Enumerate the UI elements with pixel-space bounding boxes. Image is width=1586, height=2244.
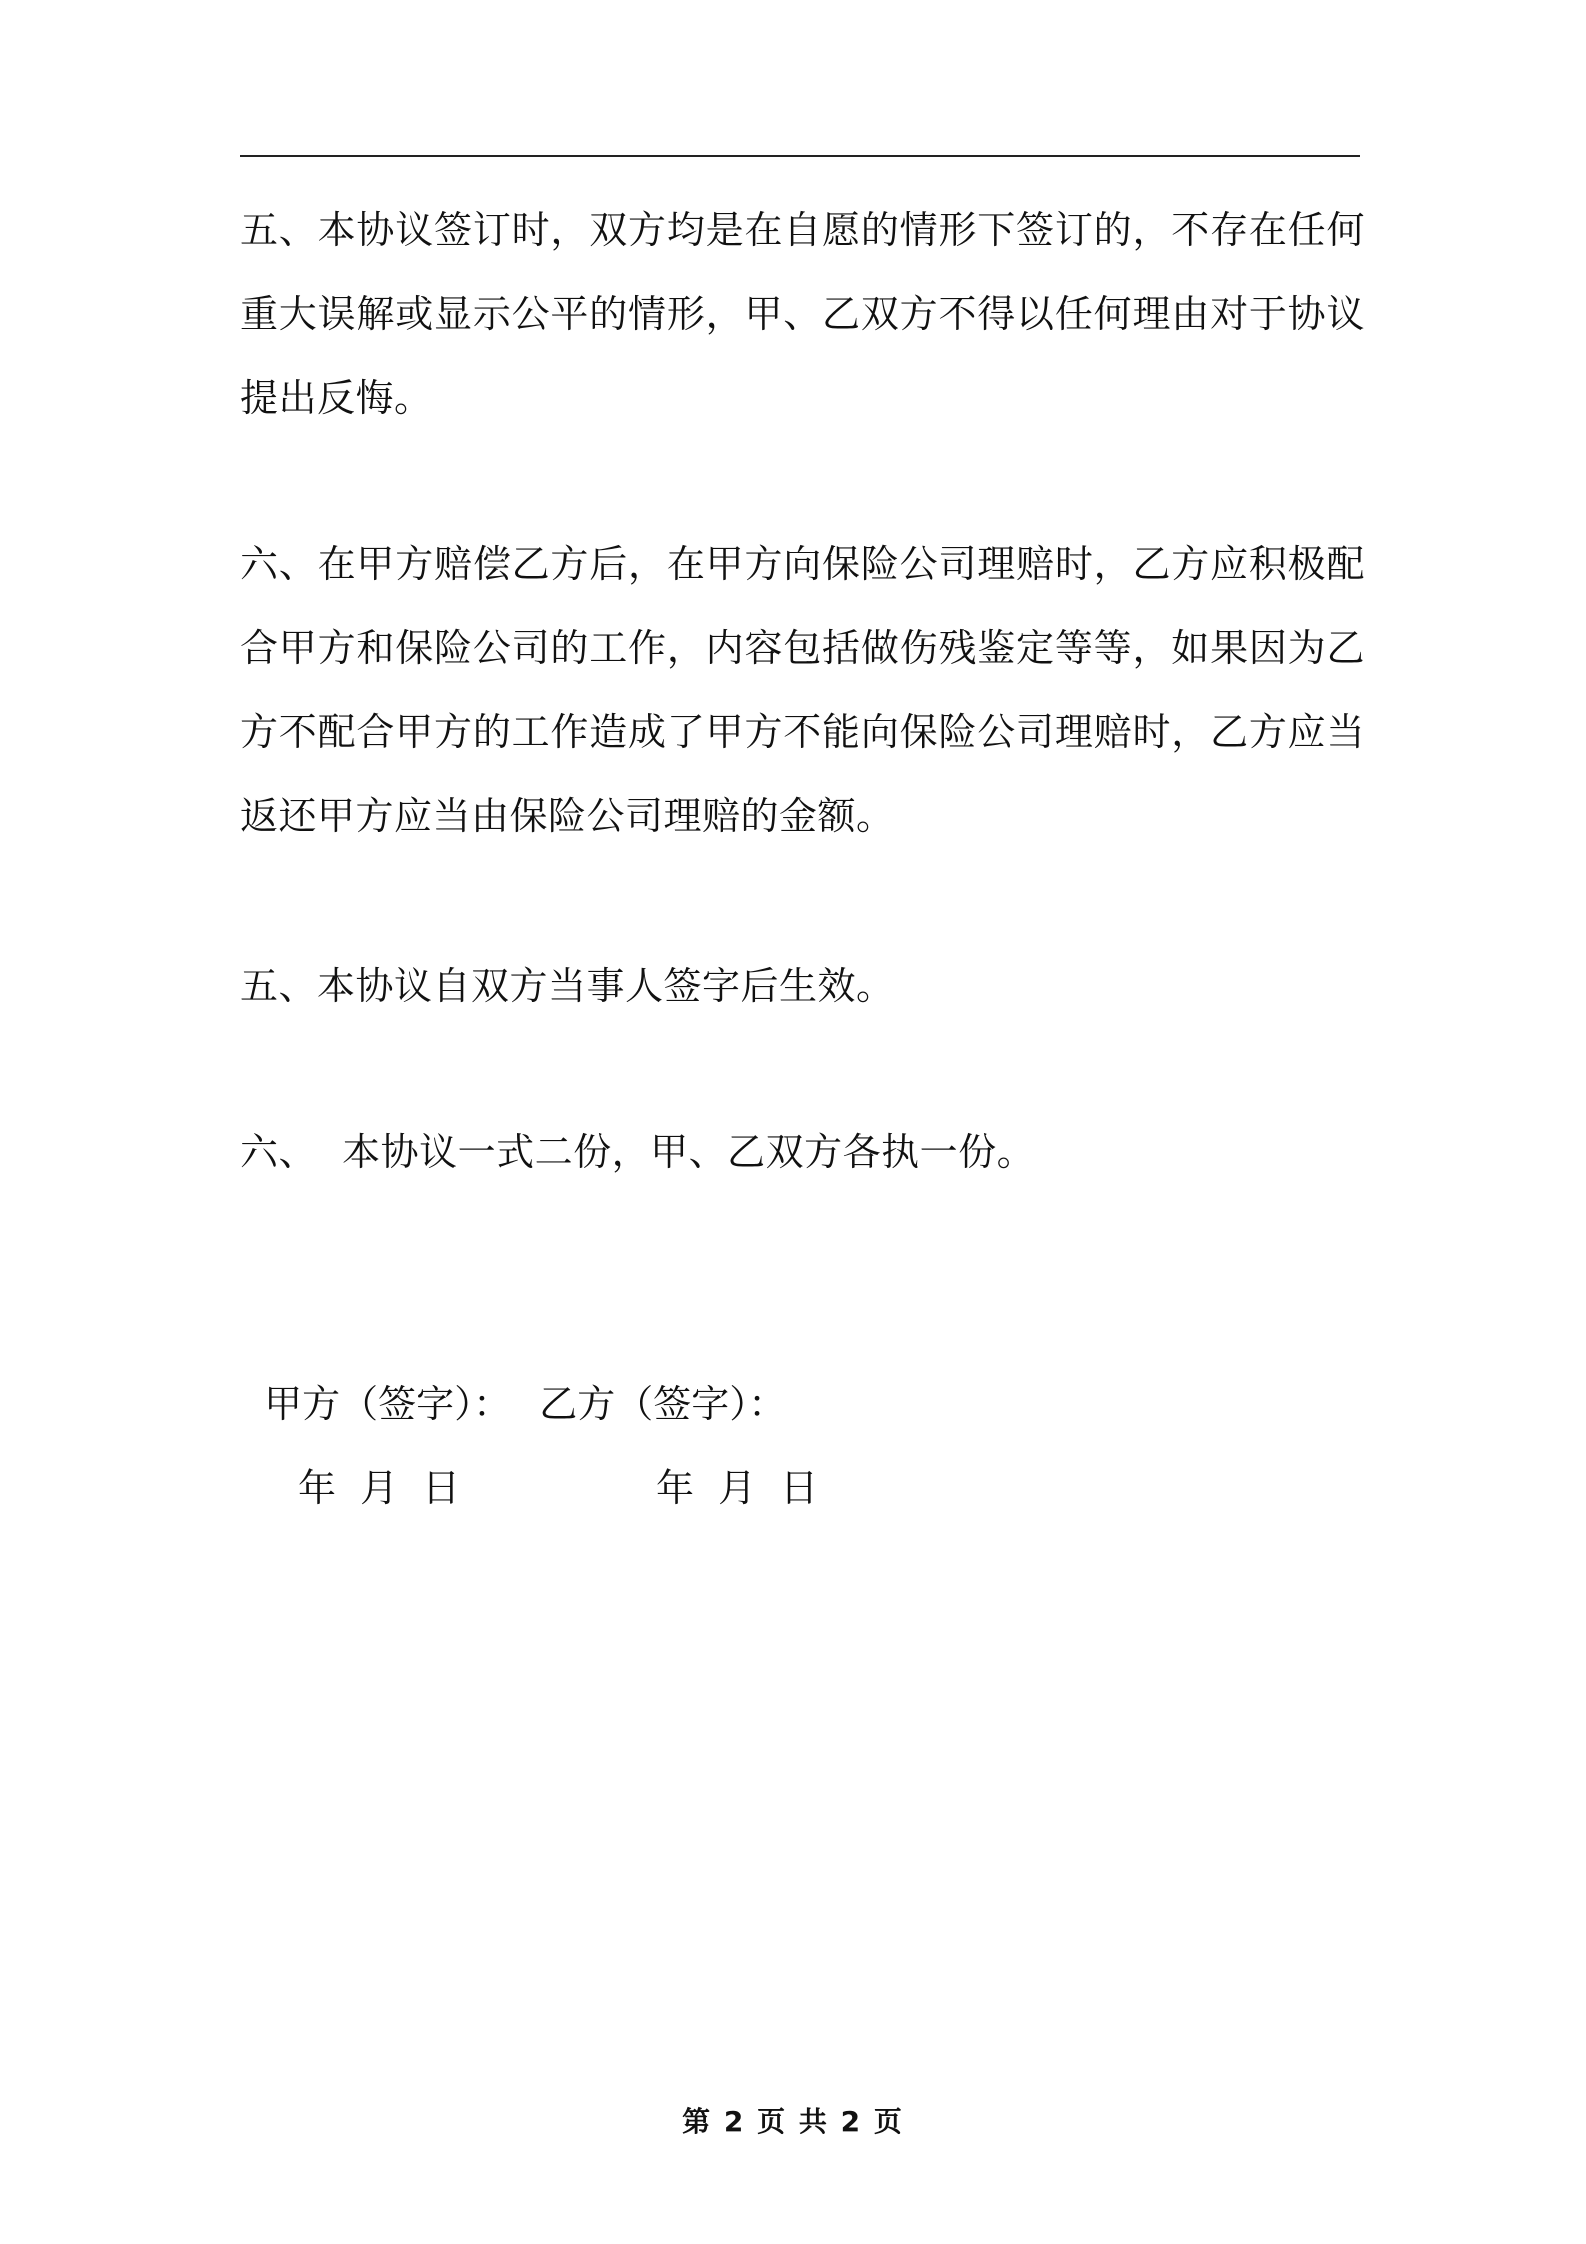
party-a-date: 年 月 日 bbox=[298, 1466, 461, 1510]
signature-line bbox=[240, 1278, 786, 1446]
clause-6-copies: 六、 本协议一式二份，甲、乙双方各执一份。 bbox=[240, 1130, 1036, 1174]
party-b-date: 年 月 日 bbox=[656, 1466, 819, 1510]
clause-5-effective: 五、本协议自双方当事人签字后生效。 bbox=[240, 964, 895, 1008]
party-b-signature-label: 乙方（签字）： bbox=[539, 1382, 787, 1426]
clause-5-voluntary: 五、本协议签订时，双方均是在自愿的情形下签订的，不存在任何重大误解或显示公平的情形，甲、乙双方不得以任何理由对于协议提出反悔。 bbox=[240, 208, 1365, 420]
party-a-signature-label: 甲方（签字）： bbox=[264, 1382, 512, 1426]
page-number: 第 2 页 共 2 页 bbox=[682, 2105, 904, 2138]
header-rule bbox=[240, 155, 1360, 157]
clause-6-insurance: 六、在甲方赔偿乙方后，在甲方向保险公司理赔时，乙方应积极配合甲方和保险公司的工作，内容包括做伤残鉴定等等，如果因为乙方不配合甲方的工作造成了甲方不能向保险公司理赔时，乙方应当返还甲方应当由保险公司理赔的金额。 bbox=[240, 542, 1365, 838]
